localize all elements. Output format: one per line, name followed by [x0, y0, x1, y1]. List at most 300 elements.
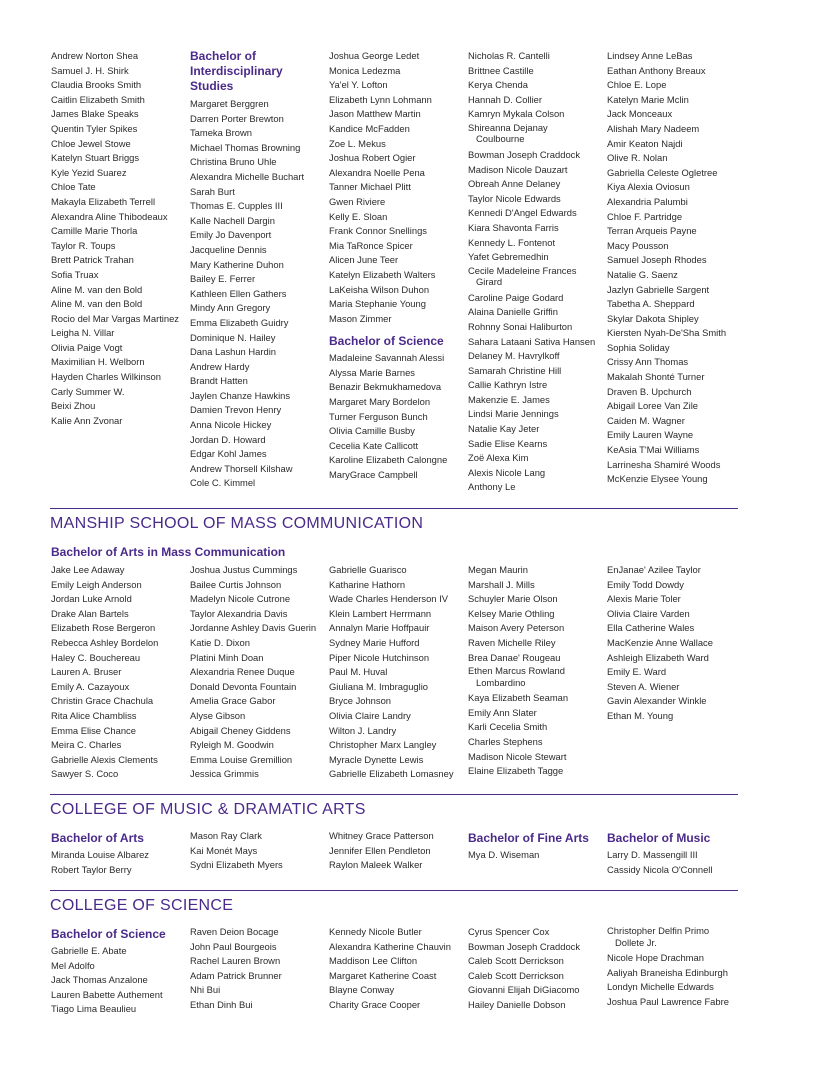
graduate-name: Alyssa Marie Barnes: [329, 366, 415, 378]
graduate-name: Tabetha A. Sheppard: [607, 298, 695, 310]
graduate-name: Emma Elizabeth Guidry: [190, 316, 289, 328]
graduate-name-line: Callie Kathryn Istre: [468, 379, 548, 391]
graduate-name: [51, 944, 186, 959]
graduate-name: [468, 764, 603, 779]
graduate-name-line: Anthony Le: [468, 481, 516, 493]
graduate-name-line: Mya D. Wiseman: [468, 849, 540, 860]
graduate-name: Cole C. Kimmel: [190, 477, 256, 489]
graduate-column: [607, 925, 742, 1009]
graduate-name-line: Maddison Lee Clifton: [329, 955, 418, 967]
graduate-name: [329, 680, 464, 695]
graduate-name: Samuel Joseph Rhodes: [607, 254, 707, 266]
graduate-name: [468, 983, 603, 998]
graduate-name-line: Emily Todd Dowdy: [607, 578, 684, 590]
graduate-name: Karoline Elizabeth Calongne: [329, 454, 448, 466]
graduate-name: [329, 829, 464, 844]
graduate-name: Andrew Norton Shea: [51, 50, 139, 61]
graduate-name-line: Kai Monét Mays: [190, 844, 258, 856]
graduate-name: Katelyn Stuart Briggs: [51, 152, 140, 164]
graduate-name: [468, 607, 603, 622]
graduate-name-line: Kerya Chenda: [468, 79, 528, 91]
graduate-name-line: Raven Michelle Riley: [468, 636, 556, 648]
graduate-name-line: Sydney Marie Hufford: [329, 636, 420, 648]
graduate-name: [190, 665, 325, 680]
graduate-name: [329, 925, 464, 940]
graduate-name: [468, 107, 603, 122]
graduate-name-line: Margaret Katherine Coast: [329, 969, 437, 981]
graduate-name: Dana Lashun Hardin: [190, 346, 276, 358]
graduate-name-line: Alaina Danielle Griffin: [468, 306, 558, 318]
graduate-name-line: Gavin Alexander Winkle: [607, 695, 707, 707]
graduate-name-line: Kennedi D'Angel Edwards: [468, 207, 577, 219]
graduate-name: Maximilian H. Welborn: [51, 356, 145, 368]
graduate-name: [190, 694, 325, 709]
graduate-name: Chloe Jewel Stowe: [51, 137, 131, 149]
graduate-name: Kalie Ann Zvonar: [51, 414, 123, 426]
graduate-name: Kandice McFadden: [329, 122, 410, 134]
graduate-name: [468, 236, 603, 251]
graduate-name: [468, 665, 603, 688]
graduate-name-line: Katie D. Dixon: [190, 636, 250, 648]
graduate-name: [329, 969, 464, 984]
graduate-name: [51, 709, 186, 724]
graduate-name-line: Taylor Alexandria Davis: [190, 607, 288, 619]
graduate-name: Emily Jo Davenport: [190, 229, 272, 241]
graduate-name: [51, 1002, 186, 1017]
graduate-name: Maria Stephanie Young: [329, 298, 426, 310]
graduate-name: [190, 829, 325, 844]
graduate-name: LaKeisha Wilson Duhon: [329, 283, 430, 295]
graduate-name: [51, 724, 186, 739]
graduate-name: [468, 305, 603, 320]
graduate-name-line: Piper Nicole Hutchinson: [329, 651, 430, 663]
graduate-column: [190, 829, 325, 873]
graduate-list: [329, 49, 464, 326]
graduate-name: [468, 320, 603, 335]
graduate-name: Dominique N. Hailey: [190, 331, 276, 343]
graduate-name: [190, 940, 325, 955]
graduate-name: [468, 393, 603, 408]
graduate-name-line: Obreah Anne Delaney: [468, 178, 561, 190]
graduate-name-line: Jordan Luke Arnold: [51, 593, 132, 605]
graduate-name-line: Gabrielle Elizabeth Lomasney: [329, 768, 454, 780]
graduate-name: [468, 364, 603, 379]
graduate-name: Draven B. Upchurch: [607, 385, 692, 397]
graduate-name-line: Haley C. Bouchereau: [51, 651, 141, 663]
graduate-name-line: MacKenzie Anne Wallace: [607, 636, 713, 648]
graduate-name: Zoe L. Mekus: [329, 137, 386, 149]
graduate-name: [190, 925, 325, 940]
graduate-column: [329, 563, 464, 782]
graduate-name: [468, 335, 603, 350]
graduate-name-line: Cassidy Nicola O'Connell: [607, 863, 713, 875]
graduate-name: [329, 998, 464, 1013]
graduate-name-line: Ethen Marcus Rowland: [468, 665, 565, 677]
graduate-name: [190, 969, 325, 984]
graduate-name: [51, 848, 186, 863]
graduate-name: [468, 148, 603, 163]
section-divider: [50, 794, 738, 795]
graduate-name: Gabriella Celeste Ogletree: [607, 166, 718, 178]
graduate-name-line: Elizabeth Rose Bergeron: [51, 622, 156, 634]
graduate-name: [468, 969, 603, 984]
graduate-name: MaryGrace Campbell: [329, 469, 418, 481]
graduate-name-line: Tiago Lima Beaulieu: [51, 1003, 137, 1015]
school-title: COLLEGE OF MUSIC & DRAMATIC ARTS: [50, 801, 366, 818]
graduate-name: James Blake Speaks: [51, 108, 139, 120]
graduate-name-line: Madison Nicole Stewart: [468, 750, 567, 762]
graduate-name-line: Alexandra Katherine Chauvin: [329, 940, 451, 952]
graduate-column: [51, 563, 186, 782]
graduate-name-line: Rita Alice Chambliss: [51, 709, 137, 721]
graduate-name: [607, 578, 742, 593]
graduate-name-line: Ashleigh Elizabeth Ward: [607, 651, 709, 663]
graduate-name-line: Cyrus Spencer Cox: [468, 926, 550, 937]
graduate-name: Terran Arqueis Payne: [607, 225, 697, 237]
graduate-name: Olivia Paige Vogt: [51, 341, 123, 353]
graduate-name-line: Steven A. Wiener: [607, 680, 680, 692]
graduate-name: Claudia Brooks Smith: [51, 79, 142, 91]
graduate-name: Mindy Ann Gregory: [190, 302, 271, 314]
graduate-name: Jason Matthew Martin: [329, 108, 421, 120]
graduate-name: Mia TaRonce Spicer: [329, 239, 413, 251]
graduate-name-line: John Paul Bourgeois: [190, 940, 277, 952]
graduate-name-line: Brittnee Castille: [468, 64, 534, 76]
graduate-name: Bailey E. Ferrer: [190, 273, 256, 285]
graduate-name: [190, 709, 325, 724]
graduate-name: [190, 578, 325, 593]
graduate-name-line: Whitney Grace Patterson: [329, 830, 434, 841]
graduate-name-line: Meira C. Charles: [51, 739, 122, 751]
graduate-name: [607, 651, 742, 666]
graduate-name: Elizabeth Lynn Lohmann: [329, 93, 432, 105]
graduate-name-line: Gabrielle Guarisco: [329, 564, 407, 575]
graduate-name: [51, 959, 186, 974]
graduate-name-line: Karli Cecelia Smith: [468, 721, 548, 733]
graduate-name: Hayden Charles Wilkinson: [51, 371, 161, 383]
graduate-name: [51, 592, 186, 607]
graduate-name-line: Shireanna Dejanay: [468, 121, 548, 133]
graduate-name-line: Ryleigh M. Goodwin: [190, 739, 274, 751]
graduate-name: [468, 163, 603, 178]
graduate-name: [51, 563, 186, 578]
graduate-name: [468, 49, 603, 64]
graduate-name-line: Cecile Madeleine Frances: [468, 264, 577, 276]
graduate-name: [51, 621, 186, 636]
graduate-name: [607, 980, 742, 995]
graduate-name-line: Maison Avery Peterson: [468, 622, 565, 634]
graduate-name: Sofia Truax: [51, 268, 99, 280]
section-divider: [50, 508, 738, 509]
graduate-name: [607, 563, 742, 578]
graduate-list: [190, 97, 325, 491]
graduate-name: Emily Lauren Wayne: [607, 429, 694, 441]
graduate-name-line: Lindsi Marie Jennings: [468, 408, 559, 420]
graduate-name: Margaret Berggren: [190, 98, 269, 109]
graduate-name-line: Lauren Babette Authement: [51, 988, 163, 1000]
graduate-name: [190, 767, 325, 782]
graduate-name: [190, 607, 325, 622]
graduate-name-line: Zoë Alexa Kim: [468, 452, 529, 464]
degree-heading: Bachelor of Arts in Mass Communication: [51, 545, 286, 559]
graduate-name: Madaleine Savannah Alessi: [329, 352, 445, 364]
graduate-name: [190, 651, 325, 666]
graduate-name: [468, 940, 603, 955]
graduate-name-line: Taylor Nicole Edwards: [468, 192, 561, 204]
graduate-name-continuation: Lombardino: [476, 676, 526, 688]
graduate-name-continuation: Girard: [476, 276, 503, 288]
graduate-name: [468, 349, 603, 364]
graduate-name: [468, 954, 603, 969]
graduate-column: [468, 563, 603, 779]
graduate-name: [468, 407, 603, 422]
graduate-name: [51, 694, 186, 709]
graduate-name: Amir Keaton Najdi: [607, 137, 683, 149]
graduate-name: Chloe Tate: [51, 181, 96, 193]
graduate-name: [468, 437, 603, 452]
graduate-name: [51, 753, 186, 768]
graduate-name: Natalie G. Saenz: [607, 268, 678, 280]
graduate-name: Camille Marie Thorla: [51, 225, 138, 237]
graduate-name-line: Wilton J. Landry: [329, 724, 397, 736]
graduate-name: Frank Connor Snellings: [329, 225, 427, 237]
graduate-name-line: Giuliana M. Imbraguglio: [329, 680, 429, 692]
graduate-name: [329, 738, 464, 753]
graduate-name: Leigha N. Villar: [51, 327, 115, 339]
graduate-name: Jaylen Chanze Hawkins: [190, 389, 291, 401]
graduate-name: Mary Katherine Duhon: [190, 258, 284, 270]
graduate-name-line: Kelsey Marie Othling: [468, 607, 555, 619]
graduate-name: [51, 636, 186, 651]
graduate-name: [329, 844, 464, 859]
graduate-list: [51, 944, 186, 1017]
graduate-name: Jordan D. Howard: [190, 433, 266, 445]
graduate-name-line: Katharine Hathorn: [329, 578, 406, 590]
graduate-name: Thomas E. Cupples III: [190, 200, 283, 212]
graduate-column: [190, 925, 325, 1013]
graduate-name: [51, 738, 186, 753]
graduate-name: Sophia Soliday: [607, 341, 670, 353]
graduate-name-line: Jessica Grimmis: [190, 768, 259, 780]
graduate-name: Mason Zimmer: [329, 312, 392, 324]
graduate-name-line: Drake Alan Bartels: [51, 607, 129, 619]
graduate-name-line: Gabrielle Alexis Clements: [51, 753, 158, 765]
graduate-name: Anna Nicole Hickey: [190, 419, 272, 431]
graduate-list: [51, 848, 186, 877]
graduate-name: [51, 665, 186, 680]
graduate-name: Kyle Yezid Suarez: [51, 166, 127, 178]
graduate-list: [607, 848, 742, 877]
graduate-name-line: Yafet Gebremedhin: [468, 251, 549, 263]
graduate-name-line: Bowman Joseph Craddock: [468, 940, 581, 952]
graduate-name: Macy Pousson: [607, 239, 669, 251]
graduate-name-line: Rachel Lauren Brown: [190, 955, 281, 967]
graduate-name: Aline M. van den Bold: [51, 283, 143, 295]
graduate-name: KeAsia T'Mai Williams: [607, 444, 700, 456]
graduate-name: Sarah Burt: [190, 185, 235, 197]
graduate-name: [468, 735, 603, 750]
graduate-name-line: Gabrielle E. Abate: [51, 945, 127, 956]
graduate-name: Joshua George Ledet: [329, 50, 420, 61]
graduate-name-line: Olivia Claire Landry: [329, 709, 411, 721]
graduate-name: Monica Ledezma: [329, 64, 401, 76]
graduate-name-line: Christin Grace Chachula: [51, 695, 154, 707]
graduate-name-line: Kennedy Nicole Butler: [329, 926, 422, 937]
graduate-name: McKenzie Elysee Young: [607, 473, 708, 485]
graduate-column: [607, 831, 742, 877]
graduate-list: [468, 848, 603, 863]
graduate-name-line: Ella Catherine Wales: [607, 622, 695, 634]
graduate-name: Chloe E. Lope: [607, 79, 667, 91]
graduate-name: Alicen June Teer: [329, 254, 399, 266]
graduate-name: [190, 844, 325, 859]
graduate-name-line: Delaney M. Havrylkoff: [468, 350, 560, 362]
graduate-name-line: Jordanne Ashley Davis Guerin: [190, 622, 317, 634]
graduate-name: Joshua Robert Ogier: [329, 152, 416, 164]
graduate-name: [51, 651, 186, 666]
graduate-name: [468, 636, 603, 651]
graduate-name: [329, 858, 464, 873]
graduate-name-line: Kennedy L. Fontenot: [468, 236, 556, 248]
degree-heading: Bachelor of Interdisciplinary Studies: [190, 49, 283, 93]
graduate-name: [329, 940, 464, 955]
graduate-name-line: Rebecca Ashley Bordelon: [51, 636, 159, 648]
graduate-name-line: Ethan Dinh Bui: [190, 998, 253, 1010]
graduate-name: Lindsey Anne LeBas: [607, 50, 693, 61]
graduate-name: [607, 607, 742, 622]
graduate-name: [329, 694, 464, 709]
graduate-name-line: Amelia Grace Gabor: [190, 695, 276, 707]
graduate-name: [607, 694, 742, 709]
graduate-name: [329, 592, 464, 607]
graduate-name-line: Kamryn Mykala Colson: [468, 108, 565, 120]
graduate-column: [190, 563, 325, 782]
graduate-name-line: Emily Leigh Anderson: [51, 578, 142, 590]
graduate-column: [329, 49, 464, 483]
graduate-column: [190, 49, 325, 491]
graduate-name: Damien Trevon Henry: [190, 404, 282, 416]
graduate-name: [607, 848, 742, 863]
graduate-column: [51, 49, 186, 428]
graduate-name-line: Ethan M. Young: [607, 709, 674, 721]
graduate-name: [468, 451, 603, 466]
graduate-name-line: Emma Louise Gremillion: [190, 753, 293, 765]
graduate-name-line: Lauren A. Bruser: [51, 666, 122, 678]
graduate-name-line: Kaya Elizabeth Seaman: [468, 692, 569, 704]
graduate-name-line: Raven Deion Bocage: [190, 926, 279, 937]
graduate-name: [51, 767, 186, 782]
graduate-name: Skylar Dakota Shipley: [607, 312, 699, 324]
graduate-name-line: Schuyler Marie Olson: [468, 593, 558, 605]
degree-heading: Bachelor of Science: [329, 334, 444, 349]
graduate-column: [468, 49, 603, 495]
graduate-name-line: Raylon Maleek Walker: [329, 859, 423, 871]
graduate-name: Kathleen Ellen Gathers: [190, 287, 287, 299]
graduate-name: Kelly E. Sloan: [329, 210, 388, 222]
graduate-name: [51, 680, 186, 695]
graduate-name: Margaret Mary Bordelon: [329, 396, 431, 408]
graduate-name: Alexandria Palumbi: [607, 195, 688, 207]
graduate-name: [607, 621, 742, 636]
graduate-name: [468, 480, 603, 495]
graduate-name: Katelyn Marie Mclin: [607, 93, 689, 105]
graduate-name-line: Nicholas R. Cantelli: [468, 50, 550, 61]
graduate-name-line: Christopher Marx Langley: [329, 739, 437, 751]
graduate-name-continuation: Dollete Jr.: [615, 936, 657, 948]
graduate-name-line: Alexis Nicole Lang: [468, 466, 546, 478]
graduate-name-line: Madelyn Nicole Cutrone: [190, 593, 291, 605]
graduate-name: [607, 995, 742, 1010]
graduate-name: [468, 250, 603, 265]
graduate-name: [190, 563, 325, 578]
graduate-name: Beixi Zhou: [51, 400, 96, 412]
graduate-name: [190, 621, 325, 636]
graduate-name-line: Mason Ray Clark: [190, 830, 262, 841]
graduate-name: Gwen Riviere: [329, 195, 386, 207]
graduate-name-line: Myracle Dynette Lewis: [329, 753, 424, 765]
graduate-name: Makayla Elizabeth Terrell: [51, 195, 156, 207]
degree-heading: Bachelor of Fine Arts: [468, 831, 589, 845]
graduate-name: [329, 767, 464, 782]
graduate-name: Abigail Loree Van Zile: [607, 400, 699, 412]
graduate-column: [329, 829, 464, 873]
graduate-column: [329, 925, 464, 1013]
graduate-name: Darren Porter Brewton: [190, 112, 284, 124]
graduate-name-line: Christopher Delfin Primo: [607, 925, 710, 936]
graduate-name: Alexandra Noelle Pena: [329, 166, 425, 178]
graduate-name: [607, 636, 742, 651]
graduate-name-line: Giovanni Elijah DiGiacomo: [468, 984, 580, 996]
graduate-name: Alexandra Michelle Buchart: [190, 170, 305, 182]
graduate-name: [468, 177, 603, 192]
graduate-name: Olive R. Nolan: [607, 152, 668, 164]
graduate-name: [468, 925, 603, 940]
graduate-name: Rocio del Mar Vargas Martinez: [51, 312, 179, 324]
graduate-name-line: Caleb Scott Derrickson: [468, 955, 564, 967]
graduate-name-line: Sydni Elizabeth Myers: [190, 859, 283, 871]
graduate-name: [468, 64, 603, 79]
graduate-name: Katelyn Elizabeth Walters: [329, 268, 436, 280]
graduate-column: [51, 927, 186, 1017]
graduate-name-line: Abigail Cheney Giddens: [190, 724, 291, 736]
graduate-name: Kiersten Nyah-De'Sha Smith: [607, 327, 727, 339]
graduate-name: [468, 998, 603, 1013]
graduate-name-line: Nhi Bui: [190, 984, 221, 996]
graduate-name-line: Elaine Elizabeth Tagge: [468, 765, 564, 777]
graduate-name: Caiden M. Wagner: [607, 414, 685, 426]
graduate-name: [468, 78, 603, 93]
graduate-name: [190, 983, 325, 998]
graduate-column: [51, 831, 186, 877]
graduate-name-line: Aaliyah Braneisha Edinburgh: [607, 966, 728, 978]
graduate-name: Alexandra Aline Thibodeaux: [51, 210, 168, 222]
graduate-name: [190, 592, 325, 607]
graduate-name: Michael Thomas Browning: [190, 141, 301, 153]
graduate-name: [329, 724, 464, 739]
graduate-name: Andrew Hardy: [190, 360, 250, 372]
graduate-name: [51, 863, 186, 878]
graduate-name-line: Samarah Christine Hill: [468, 364, 562, 376]
graduate-name: [329, 578, 464, 593]
graduate-name: [51, 607, 186, 622]
graduate-name-line: Annalyn Marie Hoffpauir: [329, 622, 430, 634]
graduate-name-line: Charity Grace Cooper: [329, 998, 421, 1010]
graduate-name: [607, 680, 742, 695]
graduate-name: [468, 563, 603, 578]
degree-heading: Bachelor of Science: [51, 927, 166, 941]
graduate-name: [468, 466, 603, 481]
graduate-name: [329, 709, 464, 724]
